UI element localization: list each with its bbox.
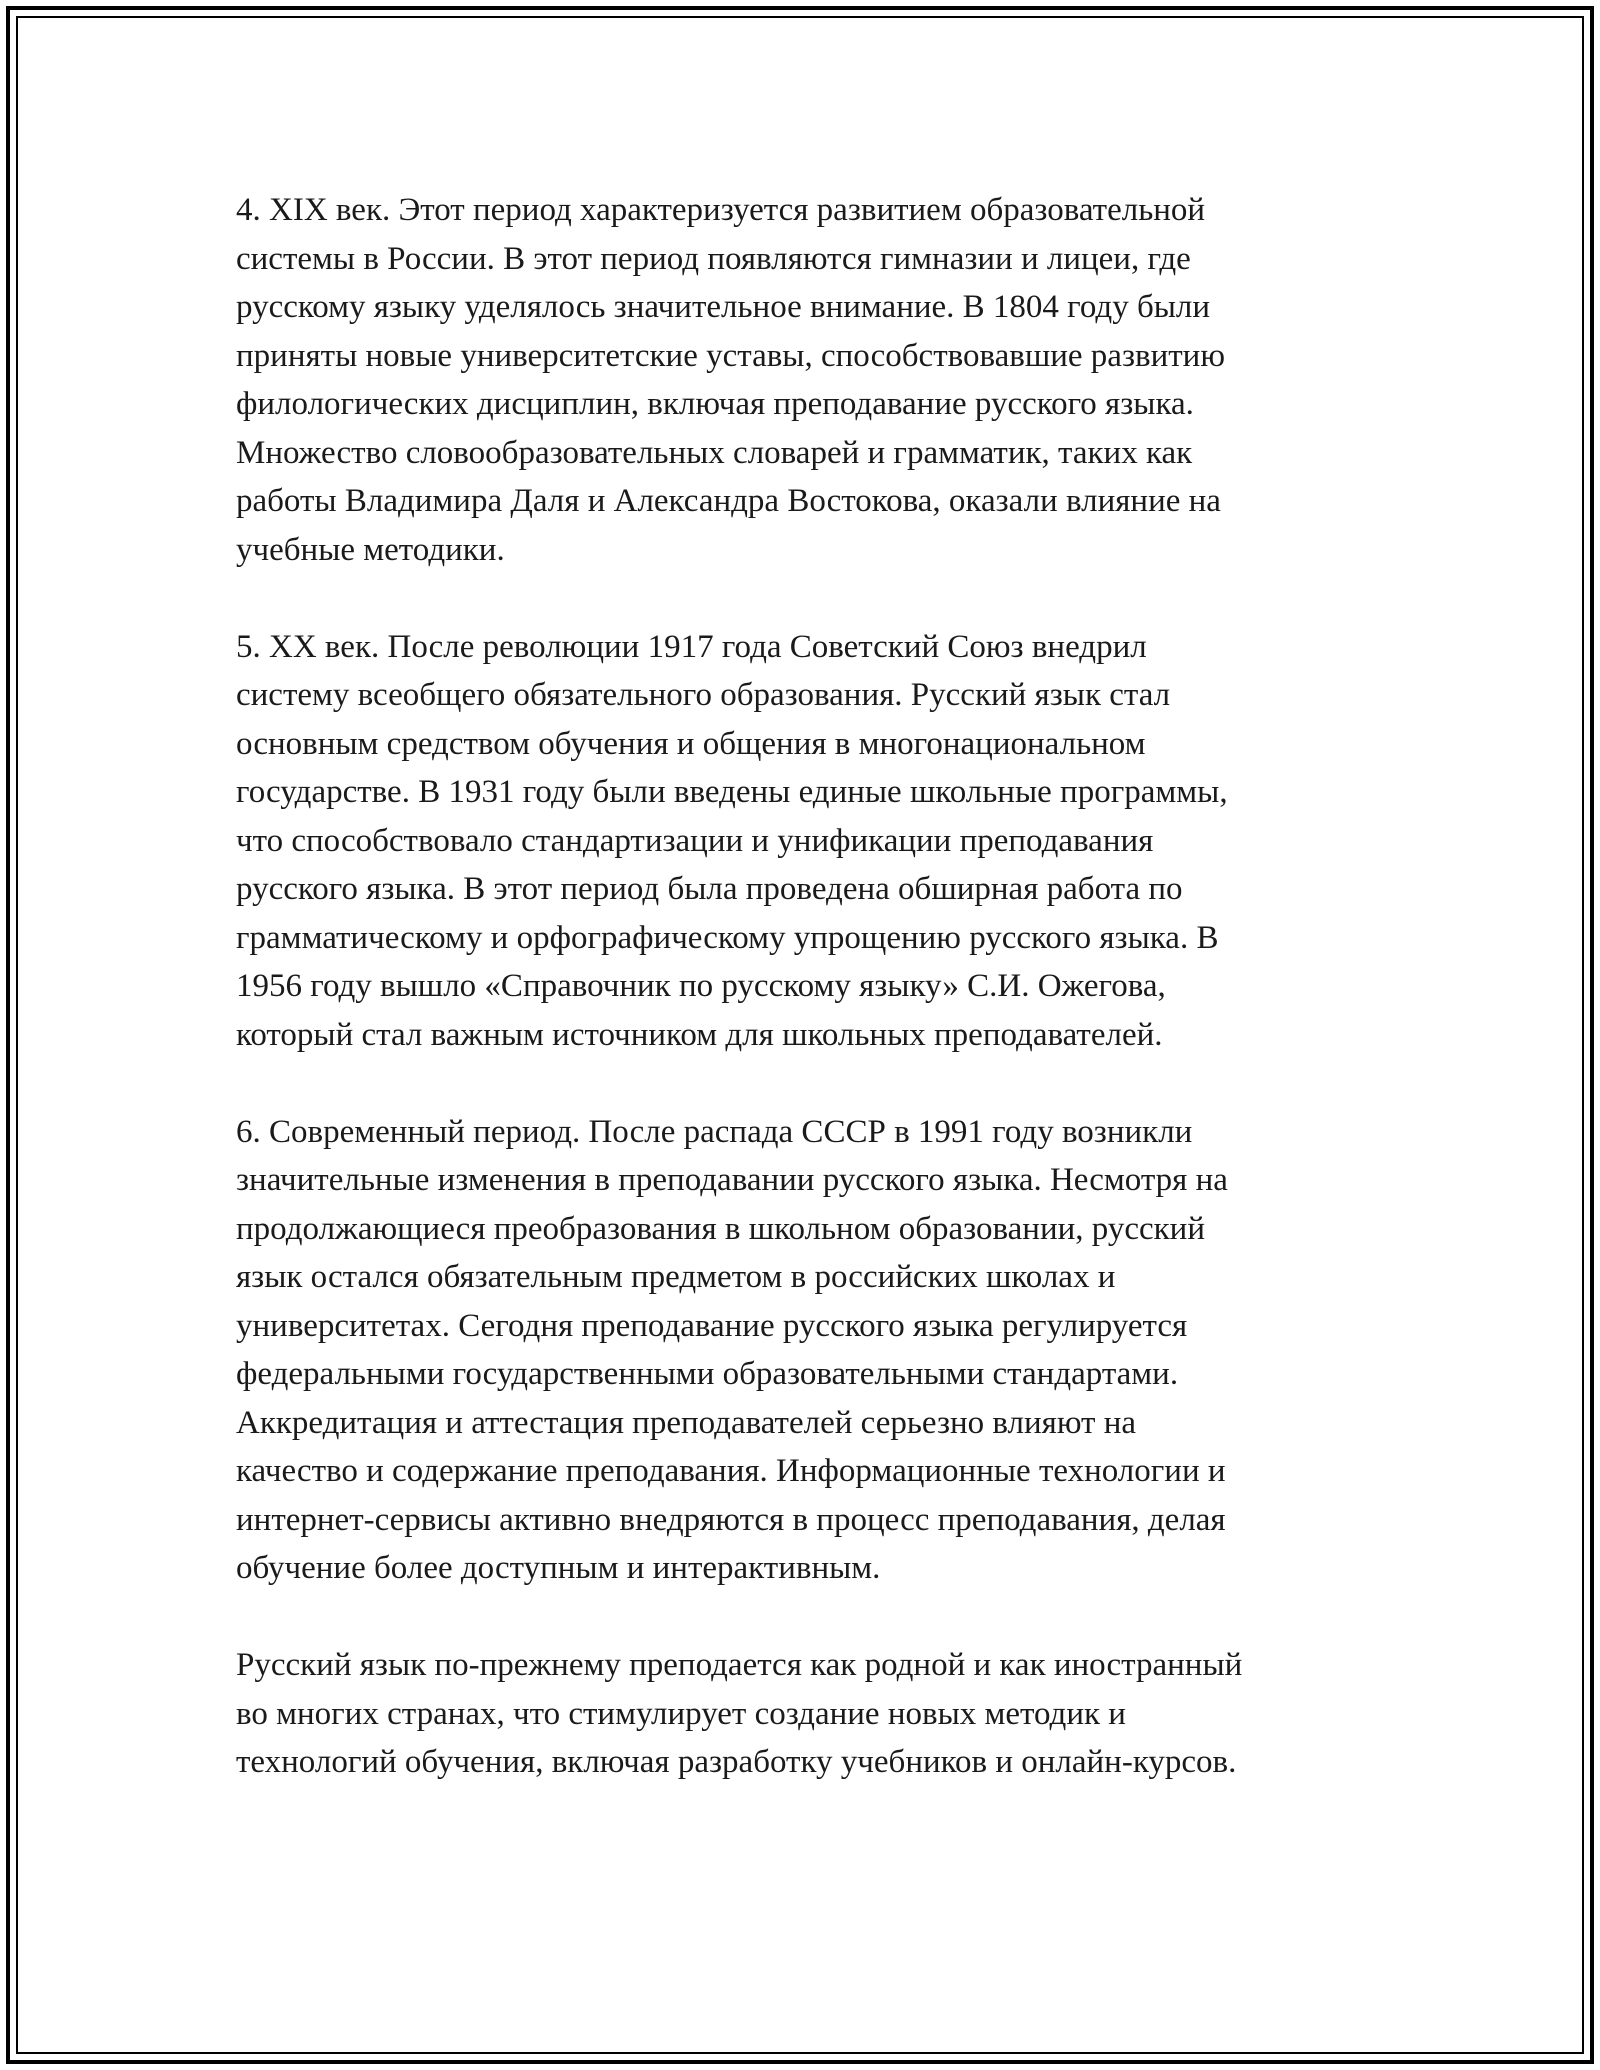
text-line: государстве. В 1931 году были введены единые школьные программы, <box>236 774 1228 810</box>
paragraph-20th-century <box>236 623 1396 1060</box>
text-line: значительные изменения в преподавании русского языка. Несмотря на <box>236 1162 1228 1198</box>
text-line: качество и содержание преподавания. Информационные технологии и <box>236 1453 1226 1489</box>
paragraph-conclusion <box>236 1641 1396 1787</box>
text-line: филологических дисциплин, включая преподавание русского языка. <box>236 386 1194 422</box>
text-line: русского языка. В этот период была проведена обширная работа по <box>236 871 1183 907</box>
text-line: продолжающиеся преобразования в школьном образовании, русский <box>236 1210 1205 1247</box>
paragraph-19th-century <box>236 186 1396 574</box>
text-line: 4. XIX век. Этот период характеризуется развитием образовательной <box>236 192 1206 228</box>
text-line: обучение более доступным и интерактивным. <box>236 1550 881 1586</box>
text-line: систему всеобщего обязательного образования. Русский язык стал <box>236 677 1171 713</box>
text-line: который стал важным источником для школьных преподавателей. <box>236 1016 1163 1053</box>
text-line: системы в России. В этот период появляются гимназии и лицеи, где <box>236 240 1191 277</box>
text-line: интернет-сервисы активно внедряются в процесс преподавания, делая <box>236 1501 1226 1538</box>
text-line: во многих странах, что стимулирует создание новых методик и <box>236 1695 1126 1732</box>
text-line: работы Владимира Даля и Александра Востокова, оказали влияние на <box>236 483 1221 519</box>
text-line: 5. XX век. После революции 1917 года Советский Союз внедрил <box>236 628 1147 665</box>
text-line: технологий обучения, включая разработку учебников и онлайн-курсов. <box>236 1744 1237 1780</box>
text-line: приняты новые университетские уставы, способствовавшие развитию <box>236 337 1225 374</box>
text-line: 1956 году вышло «Справочник по русскому языку» С.И. Ожегова, <box>236 968 1166 1004</box>
text-line: Множество словообразовательных словарей и грамматик, таких как <box>236 434 1193 471</box>
document-body <box>236 186 1396 1835</box>
text-line: учебные методики. <box>236 531 505 568</box>
text-line: 6. Современный период. После распада СССР в 1991 году возникли <box>236 1113 1193 1150</box>
text-line: русскому языку уделялось значительное внимание. В 1804 году были <box>236 289 1211 325</box>
text-line: Аккредитация и аттестация преподавателей серьезно влияют на <box>236 1404 1137 1441</box>
text-line: грамматическому и орфографическому упрощению русского языка. В <box>236 919 1219 956</box>
text-line: федеральными государственными образовательными стандартами. <box>236 1356 1179 1392</box>
text-line: язык остался обязательным предметом в российских школах и <box>236 1259 1116 1295</box>
paragraph-modern-period <box>236 1108 1396 1593</box>
text-line: Русский язык по-прежнему преподается как родной и как иностранный <box>236 1647 1243 1683</box>
text-line: университетах. Сегодня преподавание русского языка регулируется <box>236 1307 1188 1344</box>
text-line: что способствовало стандартизации и унификации преподавания <box>236 822 1154 859</box>
text-line: основным средством обучения и общения в многонациональном <box>236 725 1146 762</box>
